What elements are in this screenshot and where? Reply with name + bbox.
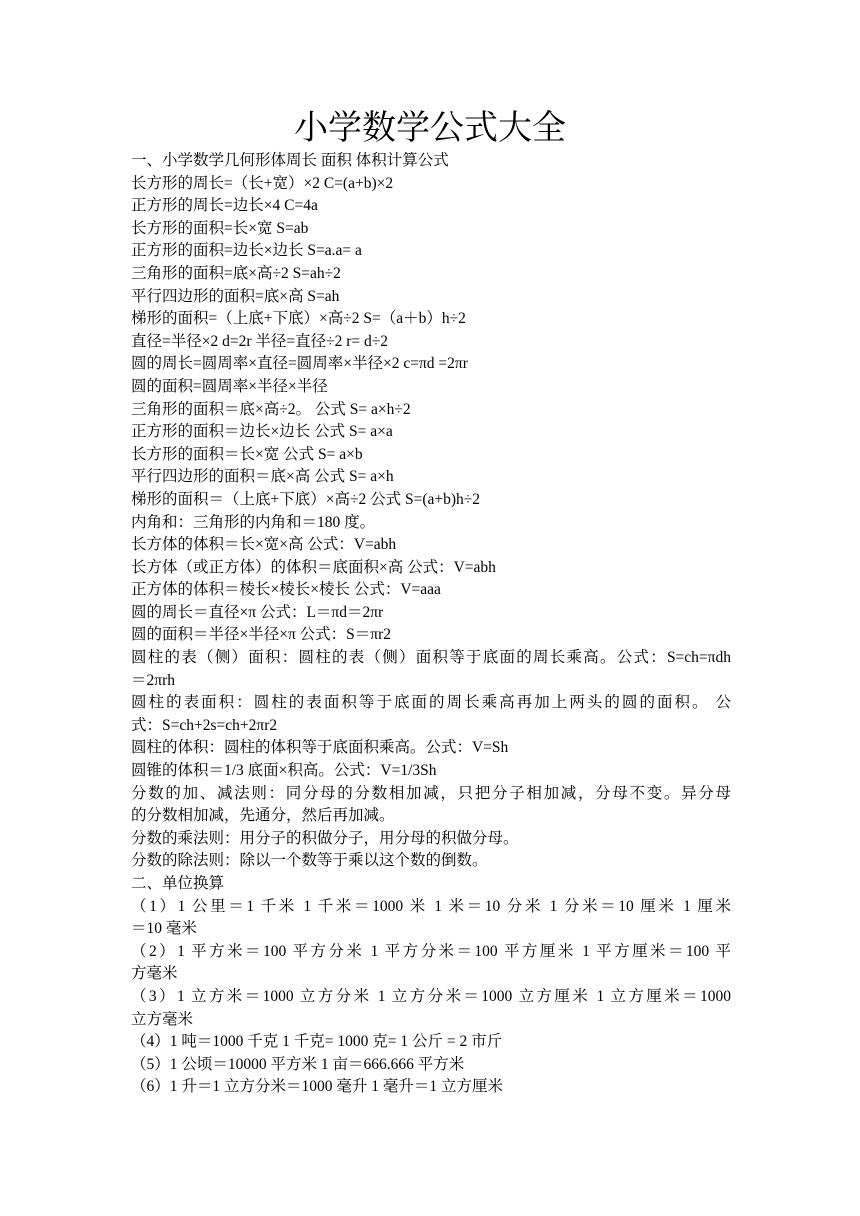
formula-line: 直径=半径×2 d=2r 半径=直径÷2 r= d÷2 — [131, 332, 389, 350]
document-body — [131, 150, 731, 1099]
formula-line: 三角形的面积＝底×高÷2。 公式 S= a×h÷2 — [131, 400, 411, 418]
rule-line: 分数的乘法则：用分子的积做分子，用分母的积做分母。 — [131, 829, 519, 847]
formula-line: 梯形的面积＝（上底+下底）×高÷2 公式 S=(a+b)h÷2 — [131, 490, 481, 508]
unit-line: （6）1 升＝1 立方分米＝1000 毫升 1 毫升＝1 立方厘米 — [131, 1078, 504, 1096]
formula-line: 长方形的面积＝长×宽 公式 S= a×b — [131, 445, 363, 463]
unit-line: （3）1 立方米＝1000 立方分米 1 立方分米＝1000 立方厘米 1 立方厘米＝1000 — [131, 987, 731, 1005]
formula-line: 平行四边形的面积=底×高 S=ah — [131, 287, 340, 305]
unit-line: （2）1 平方米＝100 平方分米 1 平方分米＝100 平方厘米 1 平方厘米＝100 平 — [131, 942, 731, 960]
formula-line: 正方形的面积=边长×边长 S=a.a= a — [131, 242, 362, 260]
rule-line: 分数的除法则：除以一个数等于乘以这个数的倒数。 — [131, 852, 488, 870]
rule-line: 分数的加、减法则：同分母的分数相加减，只把分子相加减，分母不变。异分母 — [131, 784, 731, 802]
unit-line: （5）1 公顷＝10000 平方米 1 亩＝666.666 平方米 — [131, 1055, 465, 1073]
rule-line: 的分数相加减，先通分，然后再加减。 — [131, 807, 395, 825]
formula-line: 正方形的周长=边长×4 C=4a — [131, 197, 318, 215]
formula-line: 内角和：三角形的内角和＝180 度。 — [131, 513, 376, 531]
formula-line: 长方体（或正方体）的体积＝底面积×高 公式：V=abh — [131, 558, 496, 576]
formula-line: 梯形的面积=（上底+下底）×高÷2 S=（a＋b）h÷2 — [131, 310, 466, 328]
section-heading-1: 一、小学数学几何形体周长 面积 体积计算公式 — [131, 152, 449, 169]
unit-line: 方毫米 — [131, 965, 178, 983]
formula-line: 长方形的面积=长×宽 S=ab — [131, 219, 309, 237]
formula-line: 圆锥的体积＝1/3 底面×积高。公式：V=1/3Sh — [131, 762, 437, 780]
section-heading-2: 二、单位换算 — [131, 875, 225, 892]
formula-line: ＝2πrh — [131, 671, 175, 689]
unit-line: 立方毫米 — [131, 1010, 194, 1028]
unit-line: （1）1 公里＝1 千米 1 千米＝1000 米 1 米＝10 分米 1 分米＝10 厘米 1 厘米 — [131, 897, 731, 915]
formula-line: 三角形的面积=底×高÷2 S=ah÷2 — [131, 264, 341, 282]
formula-line: 圆的面积＝半径×半径×π 公式：S＝πr2 — [131, 626, 392, 644]
formula-line: 圆柱的表面积：圆柱的表面积等于底面的周长乘高再加上两头的圆的面积。 公 — [131, 694, 731, 712]
formula-line: 式：S=ch+2s=ch+2πr2 — [131, 716, 278, 734]
formula-line: 长方形的周长=（长+宽）×2 C=(a+b)×2 — [131, 174, 394, 192]
formula-line: 圆柱的表（侧）面积：圆柱的表（侧）面积等于底面的周长乘高。公式：S=ch=πdh — [131, 649, 731, 667]
formula-line: 平行四边形的面积＝底×高 公式 S= a×h — [131, 468, 394, 486]
formula-line: 圆的周长=圆周率×直径=圆周率×半径×2 c=πd =2πr — [131, 355, 468, 373]
unit-line: ＝10 毫米 — [131, 920, 197, 938]
unit-line: （4）1 吨＝1000 千克 1 千克= 1000 克= 1 公斤 = 2 市斤 — [131, 1033, 503, 1051]
formula-line: 正方体的体积＝棱长×棱长×棱长 公式：V=aaa — [131, 581, 441, 599]
formula-line: 圆的周长＝直径×π 公式：L＝πd＝2πr — [131, 603, 384, 621]
formula-line: 长方体的体积＝长×宽×高 公式：V=abh — [131, 536, 397, 554]
document-title: 小学数学公式大全 — [294, 108, 566, 148]
formula-line: 圆的面积=圆周率×半径×半径 — [131, 377, 328, 395]
formula-line: 正方形的面积＝边长×边长 公式 S= a×a — [131, 423, 393, 441]
formula-line: 圆柱的体积：圆柱的体积等于底面积乘高。公式：V=Sh — [131, 739, 509, 757]
